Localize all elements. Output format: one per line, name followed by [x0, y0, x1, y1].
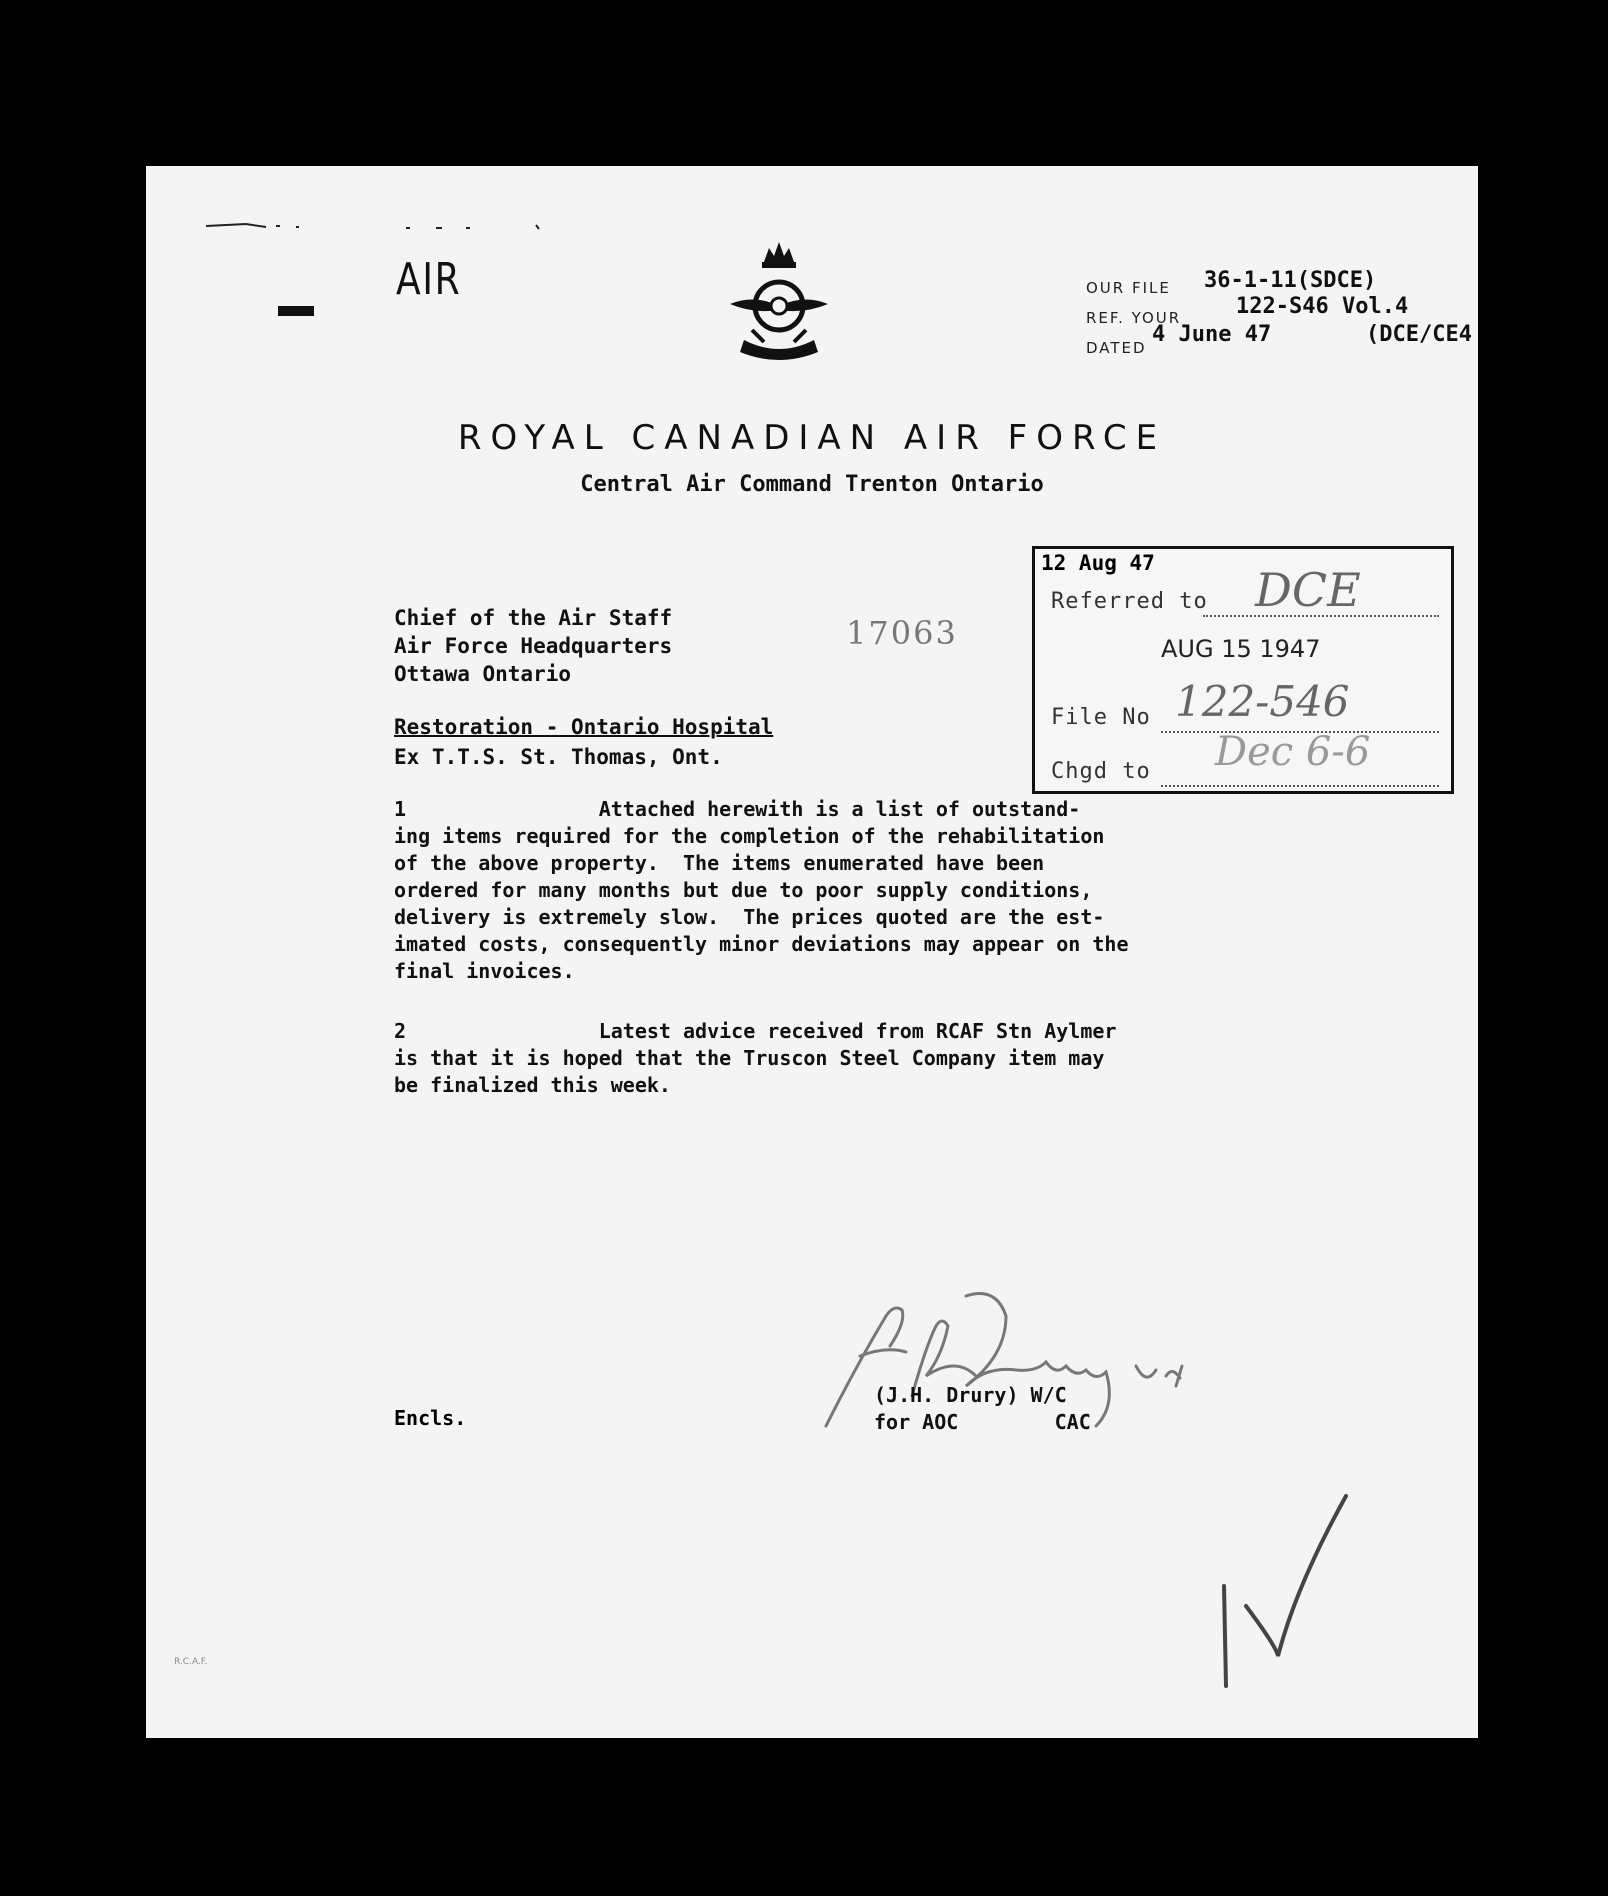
file-no-handwritten: 122-546 [1175, 677, 1350, 726]
routing-date: 12 Aug 47 [1041, 551, 1155, 575]
referred-to-label: Referred to [1051, 589, 1208, 614]
enclosures-note: Encls. [394, 1406, 467, 1430]
top-edge-marks [206, 222, 706, 232]
subject-block [394, 712, 773, 772]
subject-line: Restoration - Ontario Hospital [394, 715, 774, 739]
command-subtitle: Central Air Command Trenton Ontario [580, 472, 1044, 497]
address-line: Ottawa Ontario [394, 662, 572, 686]
address-line: Air Force Headquarters [394, 634, 673, 658]
our-file-label: OUR FILE [1086, 279, 1171, 297]
paragraph-2: 2 Latest advice received from RCAF Stn Aylmer is that it is hoped that the Truscon Steel Company item may be finalized this week. [394, 1019, 1117, 1097]
signature-block: (J.H. Drury) W/C for AOC CAC [874, 1383, 1091, 1434]
chgd-to-dots [1161, 785, 1439, 787]
dated-suffix: (DCE/CE4 [1366, 322, 1472, 347]
margin-dash-mark [278, 306, 314, 316]
dated-value: 4 June 47 [1152, 322, 1272, 347]
our-file-value: 36-1-11(SDCE) [1204, 268, 1377, 293]
dated-label: DATED [1086, 339, 1147, 357]
address-line: Chief of the Air Staff [394, 606, 673, 630]
organization-title: ROYAL CANADIAN AIR FORCE [457, 418, 1167, 458]
subject-line: Ex T.T.S. St. Thomas, Ont. [394, 745, 723, 769]
air-label: AIR [396, 254, 462, 305]
stamped-number: 17063 [846, 614, 958, 652]
recipient-address [394, 604, 672, 688]
ref-your-label: REF. YOUR [1086, 309, 1182, 327]
received-date-stamp: AUG 15 1947 [1161, 635, 1321, 663]
referred-to-handwritten: DCE [1255, 563, 1361, 617]
rcaf-crest-icon [724, 234, 834, 374]
chgd-to-label: Chgd to [1051, 759, 1151, 784]
routing-stamp-box [1032, 546, 1454, 794]
file-no-label: File No [1051, 705, 1151, 730]
chgd-to-handwritten: Dec 6-6 [1215, 729, 1371, 775]
paragraph-1: 1 Attached herewith is a list of outstand- ing items required for the completion of the rehabilitation of the above property. The items enumerated have been ordered for many months but due to poor supply conditions, delivery is extremely slow. The prices quoted are the est- imated costs, consequently minor deviations may appear on the final invoices. [394, 797, 1129, 983]
printer-mark: R.C.A.F. [174, 1657, 219, 1667]
checkmark-icon [1206, 1486, 1356, 1696]
ref-your-value: 122-S46 Vol.4 [1236, 294, 1409, 319]
letter-page [146, 166, 1478, 1738]
